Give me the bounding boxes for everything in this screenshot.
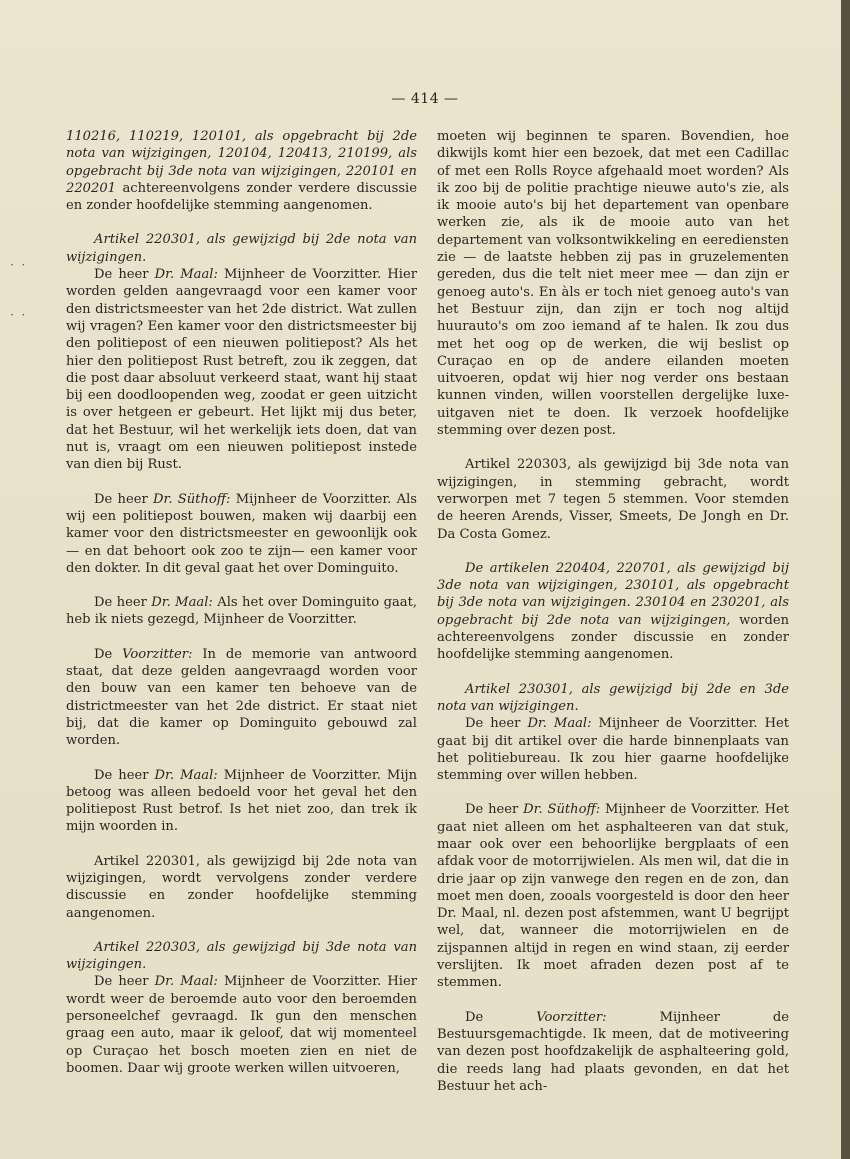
italic-text: Voorzitter:: [122, 646, 193, 662]
italic-text: Artikel 230301, als gewijzigd bij 2de en 3de nota van wijzigingen.: [437, 681, 789, 714]
text: De: [465, 1009, 537, 1025]
italic-text: Dr. Maal:: [154, 267, 218, 283]
text: Mijnheer de Voorzitter. Het gaat niet alleen om het asphalteeren van dat stuk, maar ook over een behoorlijke bergplaats of een afdak voor de motorrijwielen. Als men wil, dat die in drie jaar op zijn vanwege den regen en de zon, dan moet men doen, zooals voorgesteld is door den heer Dr. Maal, nl. dezen post afstemmen, want U begrijpt wel, dat, wanneer die motorrijwielen en de zijspannen altijd in regen en wind staan, zij eerder verslijten. Ik moet afraden dezen post af te stemmen.: [437, 802, 789, 991]
paragraph: [437, 560, 789, 664]
text: De heer: [94, 767, 155, 783]
italic-text: Dr. Süthoff:: [523, 802, 601, 818]
margin-mark: · ·: [10, 258, 26, 272]
italic-text: Dr. Maal:: [154, 767, 218, 783]
italic-text: Dr. Maal:: [154, 974, 218, 990]
italic-text: Dr. Maal:: [527, 716, 592, 732]
italic-text: Dr. Maal:: [151, 595, 213, 611]
text: Mijnheer de Voorzitter. Hier wordt weer de beroemde auto voor den beroemden personeelchef gevraagd. Ik gun den menschen graag een auto, maar ik geloof, dat wij momenteel op Curaçao het bosch moeten zien en niet de boomen. Daar wij groote werken willen uitvoeren,: [66, 974, 417, 1076]
text: De heer: [94, 491, 154, 507]
paragraph: [437, 801, 789, 991]
paragraph: [437, 1009, 789, 1095]
text: Mijnheer de Bestuursgemachtigde. Ik meen, dat de motiveering van dezen post hoofdzakelijk de asphalteering gold, die reeds lang had plaats gevonden, en dat het Bestuur het ach-: [437, 1009, 789, 1094]
text: Mijnheer de Voorzitter. Mijn betoog was alleen bedoeld voor het geval het den politiepost Rust betrof. Is het niet zoo, dan trek ik mijn woorden in.: [66, 767, 418, 835]
text: Artikel 220301, als gewijzigd bij 2de nota van wijzigingen, wordt vervolgens zonder verdere discussie en zonder hoofdelijke stemming aangenomen.: [66, 853, 417, 921]
text: Mijnheer de Voorzitter. Als wij een politiepost bouwen, maken wij daarbij een kamer voor den districtsmeester en gewoonlijk ook — en dat behoort ook zoo te zijn— een kamer voor den dokter. In dit geval gaat het over Dominguito.: [66, 491, 417, 576]
paragraph: [437, 681, 789, 716]
text: De heer: [465, 802, 524, 818]
paragraph: [66, 646, 417, 750]
text: Mijnheer de Voorzitter. Het gaat bij dit artikel over die harde binnenplaats van het politiebureau. Ik zou hier gaarne hoofdelijke stemming over willen hebben.: [437, 716, 790, 784]
italic-text: Artikel 220303, als gewijzigd bij 3de nota van wijzigingen.: [66, 939, 417, 973]
page-number: — 414 —: [391, 91, 459, 107]
paragraph: [66, 266, 417, 474]
italic-text: De artikelen 220404, 220701, als gewijzigd bij 3de nota van wijzigingen, 230101, als opgebracht bij 3de nota van wijzigingen. 230104 en 230201, als opgebracht bij 2de nota van wijzigingen,: [437, 560, 789, 628]
text: moeten wij beginnen te sparen. Bovendien, hoe dikwijls komt hier een bezoek, dat met een Cadillac of met een Rolls Royce afgehaald moet worden? Als ik zoo bij de politie prachtige nieuwe auto's zie, als ik mooie auto's bij het departement van openbare werken zie, als ik de mooie auto van het departement van volksontwikkeling en eerediensten zie — de laatste hebben zij pas in gruzelementen gereden, dus die telt niet meer mee — dan zijn er genoeg auto's. En àls er toch niet genoeg auto's van het Bestuur zijn, dan zijn er toch nog altijd huurauto's om zoo iemand af te halen. Ik zou dus met het oog op de werken, die wij beslist op Curaçao en op de andere eilanden moeten uitvoeren, opdat wij hier nog verder ons bestaan kunnen vinden, willen voorstellen dergelijke luxe-uitgaven niet te doen. Ik verzoek hoofdelijke stemming over dezen post.: [437, 129, 789, 439]
right-column: [437, 128, 789, 1095]
paragraph: [437, 128, 789, 439]
page-edge: [841, 0, 850, 1159]
italic-text: Voorzitter:: [536, 1009, 607, 1025]
italic-text: 110216, 110219, 120101, als opgebracht bij 2de nota van wijzigingen, 120104, 120413, 210199, als opgebracht bij 3de nota van wijzigingen, 220101 en 220201: [66, 129, 417, 196]
paragraph: [66, 128, 417, 214]
paragraph: [66, 939, 417, 974]
italic-text: Artikel 220301, als gewijzigd bij 2de nota van wijzigingen.: [66, 232, 417, 265]
text: Artikel 220303, als gewijzigd bij 3de nota van wijzigingen, in stemming gebracht, wordt verworpen met 7 tegen 5 stemmen. Voor stemden de heeren Arends, Visser, Smeets, De Jongh en Dr. Da Costa Gomez.: [437, 457, 789, 542]
text: De heer: [465, 716, 528, 732]
left-column: [66, 128, 417, 1077]
italic-text: Dr. Süthoff:: [153, 491, 231, 507]
paragraph: [66, 853, 417, 922]
text: Mijnheer de Voorzitter. Hier worden gelden aangevraagd voor een kamer voor den districtsmeester van het 2de district. Wat zullen wij vragen? Een kamer voor den districtsmeester bij den politiepost of een nieuwen politiepost? Als het hier den politiepost Rust betreft, zou ik zeggen, dat die post daar absoluut verkeerd staat, want hij staat bij een doodloopenden weg, zoodat er geen uitzicht is over hetgeen er gebeurt. Het lijkt mij dus beter, dat het Bestuur, wil het werkelijk iets doen, dat van nut is, vraagt om een nieuwen politiepost instede van dien bij Rust.: [66, 267, 417, 473]
paragraph: [66, 491, 417, 577]
text: De heer: [94, 595, 152, 611]
text: De heer: [94, 974, 155, 990]
paragraph: [66, 231, 417, 266]
paragraph: [66, 594, 417, 629]
paragraph: [437, 715, 789, 784]
margin-mark: · ·: [10, 308, 26, 322]
text: achtereenvolgens zonder verdere discussie en zonder hoofdelijke stemming aangenomen.: [66, 180, 417, 214]
paragraph: [66, 767, 417, 836]
paragraph: [437, 456, 789, 542]
text: De heer: [94, 267, 155, 283]
text: Als het over Dominguito gaat, heb ik niets gezegd, Mijnheer de Voorzitter.: [66, 595, 418, 628]
text: In de memorie van antwoord staat, dat deze gelden aangevraagd worden voor den bouw van een kamer ten behoeve van de districtmeester van het 2de district. Er staat niet bij, dat die kamer op Dominguito gebouwd zal worden.: [66, 646, 417, 749]
text: De: [94, 646, 123, 662]
paragraph: [66, 973, 417, 1077]
text: worden achtereenvolgens zonder discussie en zonder hoofdelijke stemming aangenomen.: [437, 612, 790, 663]
